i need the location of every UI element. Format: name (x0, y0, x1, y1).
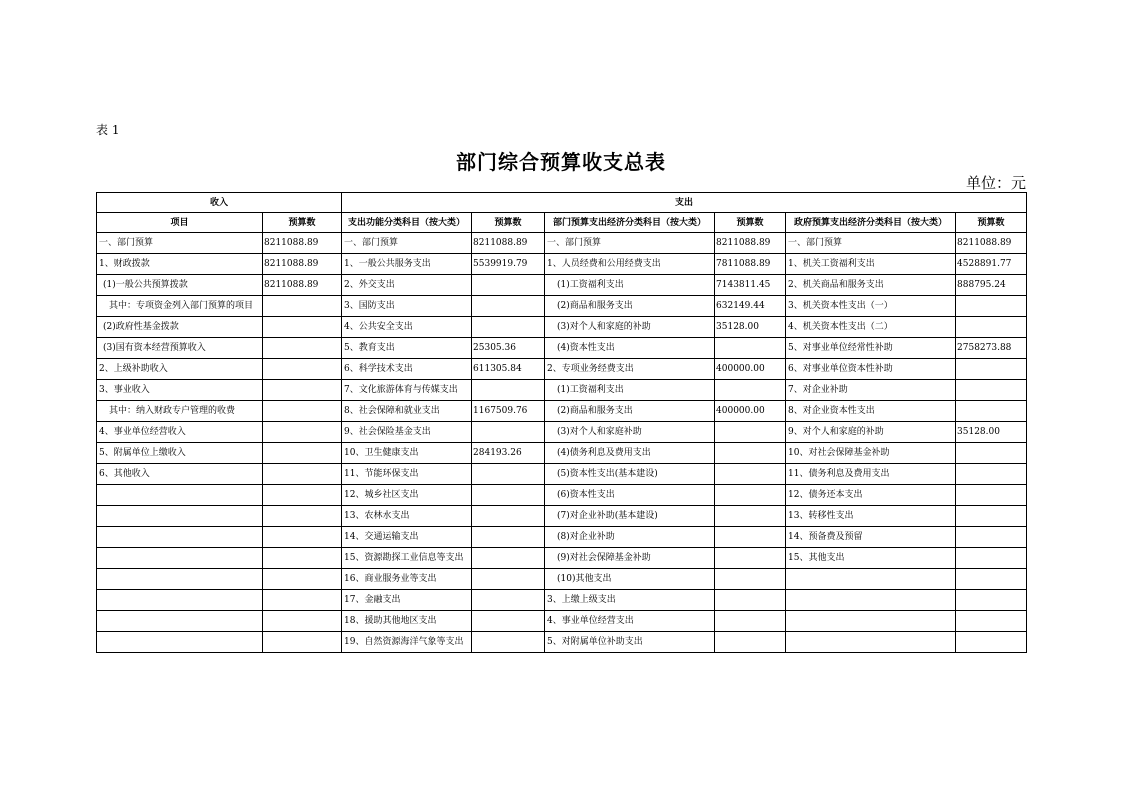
unit-label: 单位：元 (965, 174, 1026, 192)
table-row (97, 359, 1027, 380)
table-body (97, 233, 1027, 653)
gov-econ-item-cell: 12、债务还本支出 (786, 485, 956, 506)
dept-econ-item-cell: (3)对个人和家庭补助 (545, 422, 715, 443)
gov-econ-budget-cell: 8211088.89 (956, 233, 1027, 254)
dept-econ-budget-cell (715, 632, 786, 653)
gov-econ-budget-cell (956, 632, 1027, 653)
dept-econ-budget-cell: 8211088.89 (715, 233, 786, 254)
dept-econ-item-cell: 1、人员经费和公用经费支出 (545, 254, 715, 275)
gov-econ-item-cell: 7、对企业补助 (786, 380, 956, 401)
income-item-cell (97, 485, 263, 506)
column-header-row (97, 213, 1027, 233)
dept-econ-item-cell: 2、专项业务经费支出 (545, 359, 715, 380)
func-class-item-cell: 3、国防支出 (342, 296, 472, 317)
income-budget-cell (263, 485, 342, 506)
dept-econ-item-cell: (7)对企业补助(基本建设) (545, 506, 715, 527)
func-class-budget-cell (472, 506, 545, 527)
column-header-budget: 预算数 (472, 213, 545, 233)
income-budget-cell (263, 443, 342, 464)
gov-econ-item-cell: 13、转移性支出 (786, 506, 956, 527)
column-header-budget: 预算数 (263, 213, 342, 233)
income-budget-cell (263, 338, 342, 359)
func-class-budget-cell (472, 569, 545, 590)
income-item-cell: 2、上级补助收入 (97, 359, 263, 380)
func-class-budget-cell (472, 464, 545, 485)
column-header-budget: 预算数 (956, 213, 1027, 233)
gov-econ-budget-cell (956, 506, 1027, 527)
func-class-budget-cell (472, 611, 545, 632)
func-class-budget-cell: 1167509.76 (472, 401, 545, 422)
income-budget-cell (263, 632, 342, 653)
dept-econ-budget-cell: 7143811.45 (715, 275, 786, 296)
income-item-cell: 1、财政拨款 (97, 254, 263, 275)
func-class-item-cell: 6、科学技术支出 (342, 359, 472, 380)
dept-econ-item-cell: 3、上缴上级支出 (545, 590, 715, 611)
func-class-item-cell: 16、商业服务业等支出 (342, 569, 472, 590)
func-class-item-cell: 17、金融支出 (342, 590, 472, 611)
func-class-item-cell: 8、社会保障和就业支出 (342, 401, 472, 422)
dept-econ-item-cell: (1)工资福利支出 (545, 380, 715, 401)
table-row (97, 275, 1027, 296)
dept-econ-item-cell: (10)其他支出 (545, 569, 715, 590)
func-class-item-cell: 2、外交支出 (342, 275, 472, 296)
gov-econ-item-cell: 1、机关工资福利支出 (786, 254, 956, 275)
column-header-dept-econ-class: 部门预算支出经济分类科目（按大类） (545, 213, 715, 233)
table-row (97, 380, 1027, 401)
func-class-budget-cell (472, 296, 545, 317)
column-header-item: 项目 (97, 213, 263, 233)
dept-econ-budget-cell: 400000.00 (715, 359, 786, 380)
income-item-cell: (3)国有资本经营预算收入 (97, 338, 263, 359)
dept-econ-budget-cell: 400000.00 (715, 401, 786, 422)
income-budget-cell (263, 296, 342, 317)
dept-econ-item-cell: (4)资本性支出 (545, 338, 715, 359)
dept-econ-budget-cell (715, 422, 786, 443)
income-item-cell: (2)政府性基金拨款 (97, 317, 263, 338)
func-class-budget-cell (472, 632, 545, 653)
func-class-budget-cell: 284193.26 (472, 443, 545, 464)
gov-econ-budget-cell: 4528891.77 (956, 254, 1027, 275)
income-budget-cell (263, 317, 342, 338)
column-header-gov-econ-class: 政府预算支出经济分类科目（按大类） (786, 213, 956, 233)
income-item-cell: (1)一般公共预算拨款 (97, 275, 263, 296)
dept-econ-budget-cell: 35128.00 (715, 317, 786, 338)
gov-econ-budget-cell (956, 611, 1027, 632)
income-item-cell: 3、事业收入 (97, 380, 263, 401)
gov-econ-item-cell: 15、其他支出 (786, 548, 956, 569)
func-class-item-cell: 18、援助其他地区支出 (342, 611, 472, 632)
gov-econ-budget-cell (956, 464, 1027, 485)
table-row (97, 569, 1027, 590)
gov-econ-item-cell: 9、对个人和家庭的补助 (786, 422, 956, 443)
gov-econ-budget-cell (956, 380, 1027, 401)
func-class-item-cell: 5、教育支出 (342, 338, 472, 359)
income-budget-cell (263, 569, 342, 590)
table-row (97, 338, 1027, 359)
dept-econ-item-cell: (9)对社会保障基金补助 (545, 548, 715, 569)
gov-econ-budget-cell (956, 548, 1027, 569)
income-budget-cell (263, 401, 342, 422)
income-item-cell: 5、附属单位上缴收入 (97, 443, 263, 464)
func-class-item-cell: 11、节能环保支出 (342, 464, 472, 485)
table-row (97, 506, 1027, 527)
gov-econ-item-cell: 3、机关资本性支出（一） (786, 296, 956, 317)
dept-econ-budget-cell (715, 611, 786, 632)
table-row (97, 254, 1027, 275)
gov-econ-budget-cell (956, 359, 1027, 380)
dept-econ-item-cell: 一、部门预算 (545, 233, 715, 254)
dept-econ-budget-cell (715, 590, 786, 611)
gov-econ-budget-cell (956, 443, 1027, 464)
dept-econ-item-cell: (4)债务利息及费用支出 (545, 443, 715, 464)
func-class-item-cell: 9、社会保险基金支出 (342, 422, 472, 443)
table-row (97, 632, 1027, 653)
income-item-cell (97, 569, 263, 590)
income-budget-cell (263, 380, 342, 401)
dept-econ-item-cell: (6)资本性支出 (545, 485, 715, 506)
func-class-budget-cell (472, 548, 545, 569)
column-header-func-class: 支出功能分类科目（按大类） (342, 213, 472, 233)
func-class-budget-cell: 5539919.79 (472, 254, 545, 275)
gov-econ-budget-cell (956, 590, 1027, 611)
gov-econ-budget-cell (956, 527, 1027, 548)
gov-econ-budget-cell (956, 401, 1027, 422)
gov-econ-item-cell (786, 611, 956, 632)
table-row (97, 464, 1027, 485)
gov-econ-budget-cell: 2758273.88 (956, 338, 1027, 359)
column-header-budget: 预算数 (715, 213, 786, 233)
income-budget-cell: 8211088.89 (263, 275, 342, 296)
func-class-item-cell: 12、城乡社区支出 (342, 485, 472, 506)
budget-summary-table (96, 192, 1027, 653)
func-class-budget-cell (472, 275, 545, 296)
func-class-budget-cell (472, 380, 545, 401)
gov-econ-item-cell: 6、对事业单位资本性补助 (786, 359, 956, 380)
dept-econ-budget-cell: 632149.44 (715, 296, 786, 317)
income-item-cell: 其中：纳入财政专户管理的收费 (97, 401, 263, 422)
dept-econ-budget-cell (715, 338, 786, 359)
gov-econ-item-cell: 4、机关资本性支出（二） (786, 317, 956, 338)
income-item-cell: 6、其他收入 (97, 464, 263, 485)
income-item-cell: 其中：专项资金列入部门预算的项目 (97, 296, 263, 317)
income-budget-cell (263, 548, 342, 569)
gov-econ-item-cell (786, 569, 956, 590)
gov-econ-budget-cell: 888795.24 (956, 275, 1027, 296)
dept-econ-item-cell: (2)商品和服务支出 (545, 401, 715, 422)
func-class-item-cell: 14、交通运输支出 (342, 527, 472, 548)
dept-econ-item-cell: (5)资本性支出(基本建设) (545, 464, 715, 485)
dept-econ-budget-cell (715, 485, 786, 506)
func-class-item-cell: 19、自然资源海洋气象等支出 (342, 632, 472, 653)
gov-econ-item-cell: 14、预备费及预留 (786, 527, 956, 548)
gov-econ-item-cell: 5、对事业单位经常性补助 (786, 338, 956, 359)
table-row (97, 401, 1027, 422)
func-class-item-cell: 一、部门预算 (342, 233, 472, 254)
table-row (97, 548, 1027, 569)
func-class-budget-cell (472, 485, 545, 506)
income-budget-cell: 8211088.89 (263, 233, 342, 254)
table-number-label: 表 1 (96, 123, 120, 137)
func-class-item-cell: 4、公共安全支出 (342, 317, 472, 338)
gov-econ-item-cell (786, 590, 956, 611)
income-budget-cell (263, 464, 342, 485)
income-item-cell (97, 527, 263, 548)
func-class-item-cell: 13、农林水支出 (342, 506, 472, 527)
gov-econ-item-cell: 10、对社会保障基金补助 (786, 443, 956, 464)
income-item-cell: 一、部门预算 (97, 233, 263, 254)
gov-econ-item-cell: 8、对企业资本性支出 (786, 401, 956, 422)
gov-econ-item-cell: 一、部门预算 (786, 233, 956, 254)
table-row (97, 443, 1027, 464)
dept-econ-item-cell: (2)商品和服务支出 (545, 296, 715, 317)
func-class-budget-cell (472, 527, 545, 548)
section-header-row (97, 193, 1027, 213)
func-class-budget-cell (472, 317, 545, 338)
dept-econ-item-cell: (1)工资福利支出 (545, 275, 715, 296)
func-class-budget-cell: 611305.84 (472, 359, 545, 380)
income-item-cell (97, 611, 263, 632)
income-budget-cell: 8211088.89 (263, 254, 342, 275)
income-budget-cell (263, 359, 342, 380)
func-class-item-cell: 10、卫生健康支出 (342, 443, 472, 464)
table-row (97, 527, 1027, 548)
dept-econ-item-cell: (3)对个人和家庭的补助 (545, 317, 715, 338)
func-class-item-cell: 7、文化旅游体育与传媒支出 (342, 380, 472, 401)
income-budget-cell (263, 611, 342, 632)
func-class-item-cell: 1、一般公共服务支出 (342, 254, 472, 275)
table-row (97, 611, 1027, 632)
table-row (97, 422, 1027, 443)
func-class-budget-cell (472, 422, 545, 443)
dept-econ-budget-cell: 7811088.89 (715, 254, 786, 275)
dept-econ-budget-cell (715, 569, 786, 590)
gov-econ-budget-cell: 35128.00 (956, 422, 1027, 443)
gov-econ-budget-cell (956, 296, 1027, 317)
dept-econ-item-cell: 5、对附属单位补助支出 (545, 632, 715, 653)
income-budget-cell (263, 527, 342, 548)
gov-econ-item-cell (786, 632, 956, 653)
dept-econ-item-cell: (8)对企业补助 (545, 527, 715, 548)
gov-econ-budget-cell (956, 569, 1027, 590)
income-item-cell (97, 548, 263, 569)
page-title: 部门综合预算收支总表 (456, 150, 666, 174)
gov-econ-item-cell: 2、机关商品和服务支出 (786, 275, 956, 296)
gov-econ-item-cell: 11、债务利息及费用支出 (786, 464, 956, 485)
func-class-budget-cell: 25305.36 (472, 338, 545, 359)
income-item-cell (97, 506, 263, 527)
income-budget-cell (263, 590, 342, 611)
dept-econ-item-cell: 4、事业单位经营支出 (545, 611, 715, 632)
table-row (97, 233, 1027, 254)
func-class-item-cell: 15、资源勘探工业信息等支出 (342, 548, 472, 569)
table-row (97, 317, 1027, 338)
income-item-cell: 4、事业单位经营收入 (97, 422, 263, 443)
dept-econ-budget-cell (715, 443, 786, 464)
income-budget-cell (263, 506, 342, 527)
income-section-header: 收入 (97, 193, 342, 213)
table-row (97, 485, 1027, 506)
income-item-cell (97, 590, 263, 611)
dept-econ-budget-cell (715, 506, 786, 527)
dept-econ-budget-cell (715, 380, 786, 401)
dept-econ-budget-cell (715, 464, 786, 485)
income-budget-cell (263, 422, 342, 443)
dept-econ-budget-cell (715, 527, 786, 548)
gov-econ-budget-cell (956, 485, 1027, 506)
func-class-budget-cell: 8211088.89 (472, 233, 545, 254)
expense-section-header: 支出 (342, 193, 1027, 213)
table-row (97, 296, 1027, 317)
income-item-cell (97, 632, 263, 653)
table-row (97, 590, 1027, 611)
func-class-budget-cell (472, 590, 545, 611)
gov-econ-budget-cell (956, 317, 1027, 338)
dept-econ-budget-cell (715, 548, 786, 569)
